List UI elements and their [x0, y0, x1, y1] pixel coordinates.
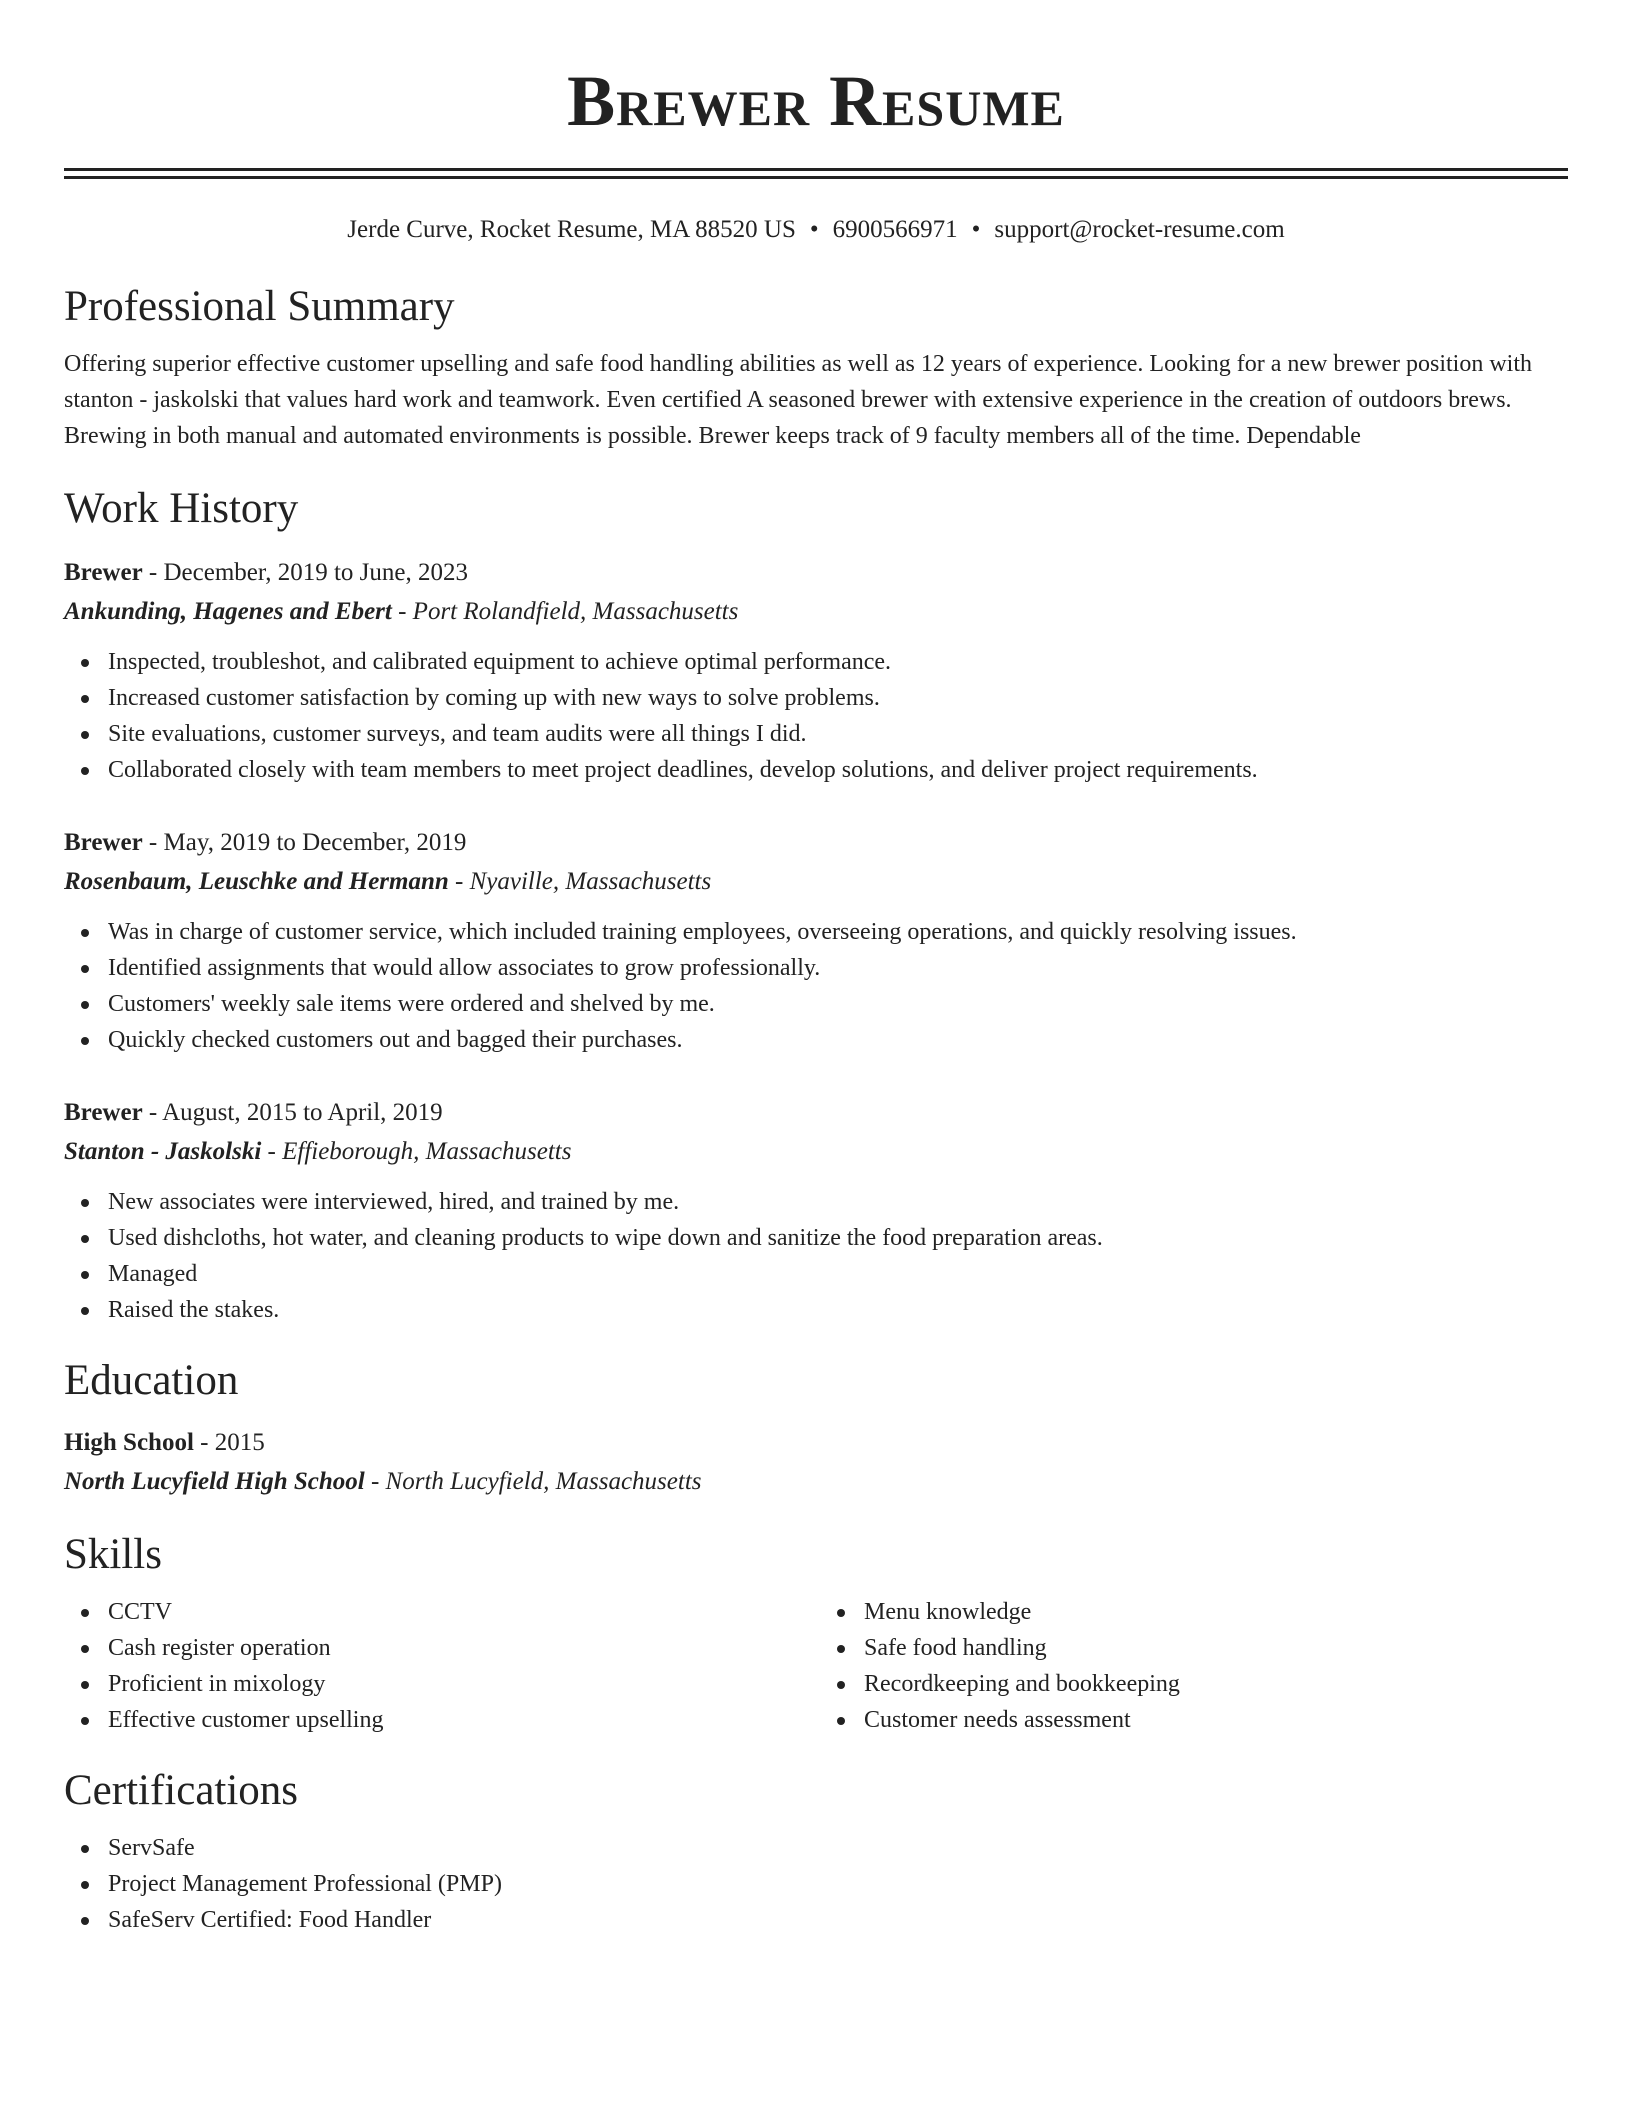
- separator-dot: •: [809, 216, 819, 243]
- title-divider-bottom: [64, 176, 1568, 179]
- contact-email: support@rocket-resume.com: [994, 216, 1285, 243]
- list-item: CCTV: [64, 1594, 816, 1630]
- list-item: Proficient in mixology: [64, 1666, 816, 1702]
- summary-text: Offering superior effective customer upselling and safe food handling abilities as well as 12 years of experience. Looking for a new brewer position with stanton - jaskolski that values hard work and teamwork. Even certified A seasoned brewer with extensive experience in the creation of outdoors brews. Brewing in both manual and automated environments is possible. Brewer keeps track of 9 faculty members all of the time. Dependable: [64, 351, 1532, 449]
- job-employer: Stanton - Jaskolski: [64, 1138, 262, 1165]
- list-item: Effective customer upselling: [64, 1702, 816, 1738]
- list-item: Was in charge of customer service, which included training employees, overseeing operations, and quickly resolving issues.: [64, 914, 1568, 950]
- job-title-line: [64, 1094, 1568, 1132]
- section-heading-education: Education: [64, 1357, 239, 1404]
- list-item: Raised the stakes.: [64, 1292, 1568, 1328]
- job-employer: Ankunding, Hagenes and Ebert: [64, 598, 392, 625]
- title-divider-top: [64, 168, 1568, 171]
- skills-column-left: [64, 1594, 816, 1738]
- list-item: Increased customer satisfaction by coming up with new ways to solve problems.: [64, 680, 1568, 716]
- list-item: Recordkeeping and bookkeeping: [820, 1666, 1568, 1702]
- job-employer-line: [64, 592, 1568, 632]
- list-item: Inspected, troubleshot, and calibrated equipment to achieve optimal performance.: [64, 644, 1568, 680]
- job-dates: - December, 2019 to June, 2023: [142, 559, 468, 586]
- job-title: Brewer: [64, 1099, 143, 1126]
- section-heading-work-history: Work History: [64, 485, 299, 532]
- separator-dot: •: [971, 216, 981, 243]
- education-entry: [64, 1424, 1568, 1502]
- job-location: - Port Rolandfield, Massachusetts: [391, 598, 739, 625]
- education-location: - North Lucyfield, Massachusetts: [364, 1468, 702, 1495]
- job-title: Brewer: [64, 559, 143, 586]
- section-heading-skills: Skills: [64, 1531, 162, 1578]
- job-duties-list: [64, 644, 1568, 788]
- list-item: Menu knowledge: [820, 1594, 1568, 1630]
- contact-phone: 6900566971: [832, 216, 958, 243]
- education-school-line: [64, 1462, 1568, 1502]
- list-item: New associates were interviewed, hired, and trained by me.: [64, 1184, 1568, 1220]
- job-entry: [64, 824, 1568, 1058]
- job-dates: - May, 2019 to December, 2019: [142, 829, 467, 856]
- list-item: Managed: [64, 1256, 1568, 1292]
- contact-address: Jerde Curve, Rocket Resume, MA 88520 US: [347, 216, 796, 243]
- job-title: Brewer: [64, 829, 143, 856]
- education-degree-line: [64, 1424, 1568, 1462]
- job-duties-list: [64, 1184, 1568, 1328]
- job-title-line: [64, 554, 1568, 592]
- education-year: - 2015: [193, 1429, 265, 1456]
- list-item: Customer needs assessment: [820, 1702, 1568, 1738]
- list-item: SafeServ Certified: Food Handler: [64, 1902, 1568, 1938]
- list-item: Used dishcloths, hot water, and cleaning products to wipe down and sanitize the food preparation areas.: [64, 1220, 1568, 1256]
- job-employer-line: [64, 1132, 1568, 1172]
- job-dates: - August, 2015 to April, 2019: [142, 1099, 443, 1126]
- section-heading-summary: Professional Summary: [64, 283, 455, 330]
- education-school: North Lucyfield High School: [64, 1468, 365, 1495]
- job-location: - Nyaville, Massachusetts: [448, 868, 712, 895]
- job-entry: [64, 554, 1568, 788]
- section-heading-certifications: Certifications: [64, 1767, 299, 1814]
- list-item: Cash register operation: [64, 1630, 816, 1666]
- list-item: Identified assignments that would allow associates to grow professionally.: [64, 950, 1568, 986]
- list-item: Collaborated closely with team members to meet project deadlines, develop solutions, and deliver project requirements.: [64, 752, 1568, 788]
- skills-column-right: [816, 1594, 1568, 1738]
- skills-grid: [64, 1594, 1568, 1738]
- job-duties-list: [64, 914, 1568, 1058]
- job-location: - Effieborough, Massachusetts: [261, 1138, 572, 1165]
- list-item: Project Management Professional (PMP): [64, 1866, 1568, 1902]
- job-entry: [64, 1094, 1568, 1328]
- list-item: Site evaluations, customer surveys, and team audits were all things I did.: [64, 716, 1568, 752]
- list-item: Quickly checked customers out and bagged their purchases.: [64, 1022, 1568, 1058]
- list-item: Customers' weekly sale items were ordered and shelved by me.: [64, 986, 1568, 1022]
- certifications-list: [64, 1830, 1568, 1938]
- list-item: ServSafe: [64, 1830, 1568, 1866]
- job-title-line: [64, 824, 1568, 862]
- education-degree: High School: [64, 1429, 194, 1456]
- contact-line: [64, 214, 1568, 246]
- job-employer-line: [64, 862, 1568, 902]
- page-title: Brewer Resume: [567, 61, 1065, 141]
- job-employer: Rosenbaum, Leuschke and Hermann: [64, 868, 449, 895]
- list-item: Safe food handling: [820, 1630, 1568, 1666]
